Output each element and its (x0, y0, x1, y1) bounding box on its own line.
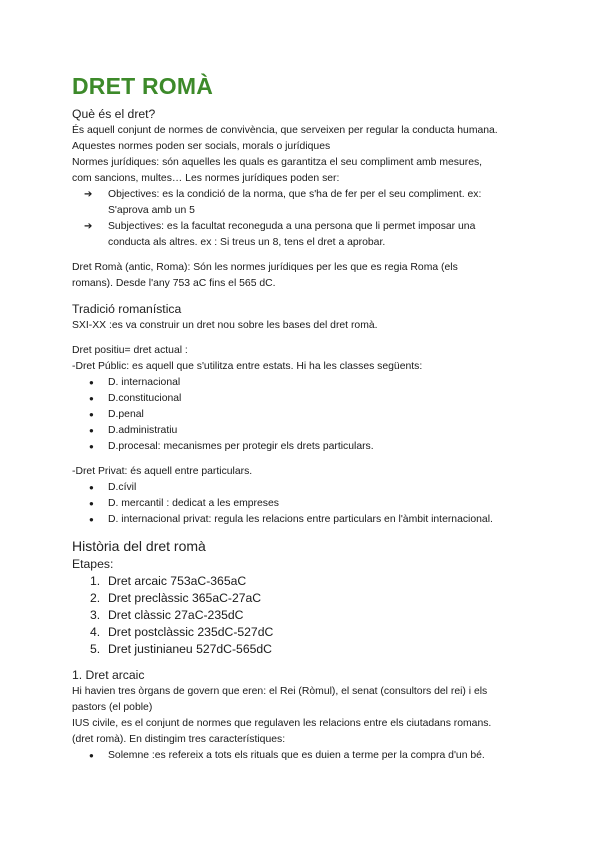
paragraph-line: com sancions, multes… Les normes jurídiques poden ser: (72, 173, 340, 184)
section-heading-what-is-law: Què és el dret? (72, 107, 156, 121)
list-item: ● D.cívil (72, 480, 542, 496)
list-item: ● D.procesal: mecanismes per protegir els drets particulars. (72, 439, 542, 455)
paragraph-line: SXI-XX :es va construir un dret nou sobre les bases del dret romà. (72, 320, 378, 331)
paragraph-line: Aquestes normes poden ser socials, morals o jurídiques (72, 141, 331, 152)
paragraph-line: (dret romà). En distingim tres característiques: (72, 734, 286, 745)
section-heading-archaic: 1. Dret arcaic (72, 668, 145, 682)
arrow-icon: ➔ (84, 221, 93, 232)
paragraph-line: Normes jurídiques: són aquelles les quals es garantitza el seu compliment amb mesures, (72, 157, 483, 168)
public-law-list (72, 375, 542, 455)
section-heading-tradition: Tradició romanística (72, 302, 182, 316)
bullet-icon: ● (89, 442, 94, 451)
section-heading-history: Història del dret romà (72, 538, 206, 554)
list-item: ➔ Subjectives: es la facultat reconeguda a una persona que li permet imposar una conducta als altres. ex : Si treus un 8, tens el dret a aprobar. (84, 221, 476, 248)
norm-types-list (72, 187, 542, 251)
list-item: ● D.penal (72, 407, 542, 423)
list-item: 4. Dret postclàssic 235dC-527dC (90, 625, 274, 639)
list-item: ● D. internacional (72, 375, 542, 391)
characteristics-list (72, 748, 542, 764)
list-item: ● D.constitucional (72, 391, 542, 407)
paragraph-line: romans). Desde l'any 753 aC fins el 565 dC. (72, 278, 276, 289)
list-item: ➔ Objectives: es la condició de la norma, que s'ha de fer per el seu compliment. ex: S'aprova amb un 5 (84, 189, 482, 216)
list-item: 3. Dret clàssic 27aC-235dC (90, 608, 244, 622)
paragraph-line: És aquell conjunt de normes de convivència, que serveixen per regular la conducta humana. (72, 125, 498, 136)
paragraph-line: Dret positiu= dret actual : (72, 345, 188, 356)
arrow-icon: ➔ (84, 189, 93, 200)
bullet-icon: ● (89, 499, 94, 508)
stages-list (72, 573, 542, 658)
bullet-icon: ● (89, 483, 94, 492)
paragraph-line: pastors (el poble) (72, 702, 153, 713)
bullet-icon: ● (89, 394, 94, 403)
list-item: 2. Dret preclàssic 365aC-27aC (90, 591, 262, 605)
bullet-icon: ● (89, 378, 94, 387)
bullet-icon: ● (89, 515, 94, 524)
document-title: DRET ROMÀ (72, 73, 214, 99)
bullet-icon: ● (89, 426, 94, 435)
paragraph-line: Hi havien tres òrgans de govern que eren: el Rei (Ròmul), el senat (consultors del rei) i els (72, 686, 488, 697)
bullet-icon: ● (89, 410, 94, 419)
bullet-icon: ● (89, 751, 94, 760)
list-item: ● D. internacional privat: regula les relacions entre particulars en l'àmbit internacional. (72, 512, 542, 528)
list-item: ● Solemne :es refereix a tots els rituals que es duien a terme per la compra d'un bé. (72, 748, 542, 764)
paragraph-line: Dret Romà (antic, Roma): Són les normes jurídiques per les que es regia Roma (els (72, 262, 458, 273)
private-law-list (72, 480, 542, 528)
paragraph-line: -Dret Públic: es aquell que s'utilitza entre estats. Hi ha les classes següents: (72, 361, 423, 372)
list-item: ● D. mercantil : dedicat a les empreses (72, 496, 542, 512)
list-item: 1. Dret arcaic 753aC-365aC (90, 574, 247, 588)
list-item: ● D.administratiu (72, 423, 542, 439)
document-page (72, 72, 542, 764)
list-item: 5. Dret justinianeu 527dC-565dC (90, 642, 272, 656)
paragraph-line: -Dret Privat: és aquell entre particulars. (72, 466, 253, 477)
paragraph-line: IUS civile, es el conjunt de normes que regulaven les relacions entre els ciutadans romans. (72, 718, 492, 729)
section-subheading-stages: Etapes: (72, 557, 114, 571)
